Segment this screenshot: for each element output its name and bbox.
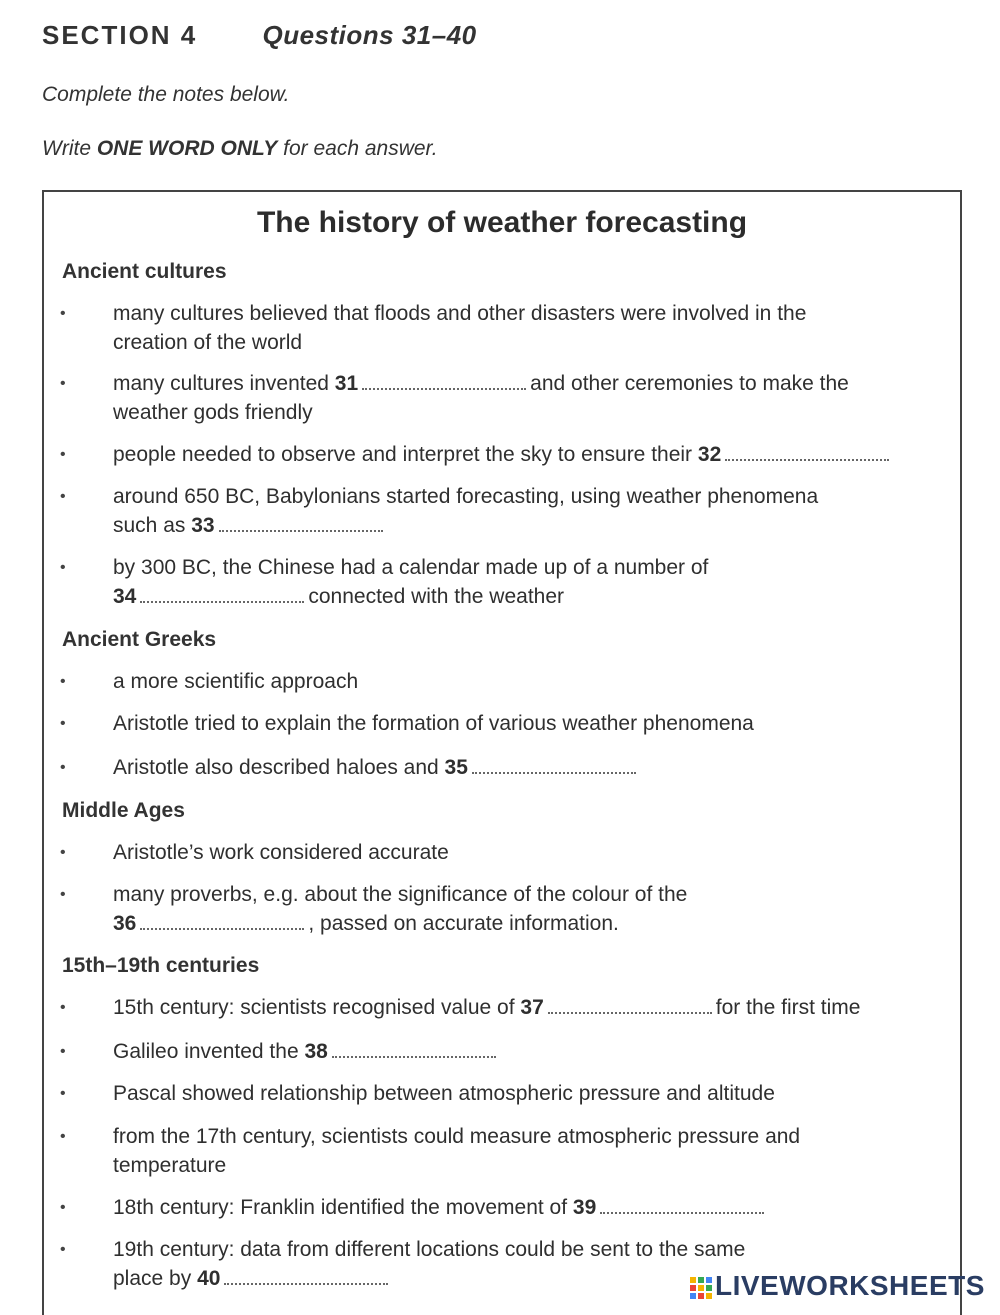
answer-gap-33[interactable] — [219, 514, 383, 532]
heading-ancient-greeks: Ancient Greeks — [62, 628, 217, 651]
bullet-icon: • — [60, 305, 66, 322]
question-number-40: 40 — [197, 1267, 221, 1290]
question-number-35: 35 — [444, 756, 468, 779]
liveworksheets-logo-icon — [690, 1277, 712, 1299]
question-number-38: 38 — [304, 1040, 328, 1063]
bullet-icon: • — [60, 844, 66, 861]
bullet-icon: • — [60, 886, 66, 903]
bullet-icon: • — [60, 715, 66, 732]
answer-gap-39[interactable] — [600, 1196, 764, 1214]
answer-gap-35[interactable] — [472, 756, 636, 774]
bullet-icon: • — [60, 375, 66, 392]
bullet-icon: • — [60, 759, 66, 776]
question-number-37: 37 — [520, 996, 544, 1019]
bullet-icon: • — [60, 673, 66, 690]
section-label: SECTION 4 — [42, 20, 198, 50]
heading-ancient-cultures: Ancient cultures — [62, 260, 227, 283]
answer-gap-37[interactable] — [548, 996, 712, 1014]
bullet-icon: • — [60, 1241, 66, 1258]
answer-gap-40[interactable] — [224, 1267, 388, 1285]
liveworksheets-watermark — [690, 1270, 985, 1302]
instruction-word-limit: Write ONE WORD ONLY for each answer. — [42, 137, 438, 160]
question-number-36: 36 — [113, 912, 137, 935]
heading-15th-19th-centuries: 15th–19th centuries — [62, 954, 260, 977]
bullet-icon: • — [60, 488, 66, 505]
bullet-icon: • — [60, 1043, 66, 1060]
answer-gap-34[interactable] — [140, 585, 304, 603]
bullet-icon: • — [60, 1128, 66, 1145]
bullet-icon: • — [60, 999, 66, 1016]
question-number-32: 32 — [697, 443, 722, 466]
watermark-text: LIVEWORKSHEETS — [715, 1270, 985, 1301]
bullet-icon: • — [60, 559, 66, 576]
word-limit: ONE WORD ONLY — [96, 137, 278, 160]
question-number-31: 31 — [334, 372, 359, 395]
bullet-icon: • — [60, 446, 66, 463]
section-header — [42, 20, 477, 51]
answer-gap-38[interactable] — [332, 1040, 496, 1058]
heading-middle-ages: Middle Ages — [62, 799, 185, 822]
question-number-33: 33 — [191, 514, 215, 537]
notes-title: The history of weather forecasting — [256, 206, 748, 239]
bullet-icon: • — [60, 1199, 66, 1216]
bullet-icon: • — [60, 1085, 66, 1102]
instruction-complete: Complete the notes below. — [42, 83, 290, 106]
answer-gap-32[interactable] — [725, 443, 889, 461]
answer-gap-36[interactable] — [140, 912, 304, 930]
question-number-39: 39 — [572, 1196, 597, 1219]
answer-gap-31[interactable] — [362, 372, 526, 390]
question-range: Questions 31–40 — [262, 20, 477, 50]
question-number-34: 34 — [113, 585, 137, 608]
notes-box: The history of weather forecasting Ancient cultures • many cultures believed that floods and other disasters were involved in the creation of the world • many cultures invented 31 and other ceremonies to make the weather gods friendly • people needed to observe and interpret the sky to ensure their 32 • around 650 BC, Babylonians started forecasting, using weather phenomena such as 33 • by 300 BC, the Chinese had a calendar made up of a number of 34 connected with the weather Ancient Greeks • a more scientific approach • Aristotle tried to explain the formation of various weather phenomena • Aristotle also described haloes and 35 Middle Ages • Aristotle’s work considered accurate • many proverbs, e.g. about the significance of the colour of the 36 , passed on accurate information. 15th–19th centuries • 15th century: scientists recognised value of 37 for the first time • Galileo invented the 38 • Pascal showed relationship between atmospheric pressure and altitude • from the 17th century, scientists could measure atmospheric pressure and temperature • 18th century: Franklin identified the movement of 39 • 19th century: data from different locations could be sent to the same place by 40 — [42, 190, 962, 1315]
